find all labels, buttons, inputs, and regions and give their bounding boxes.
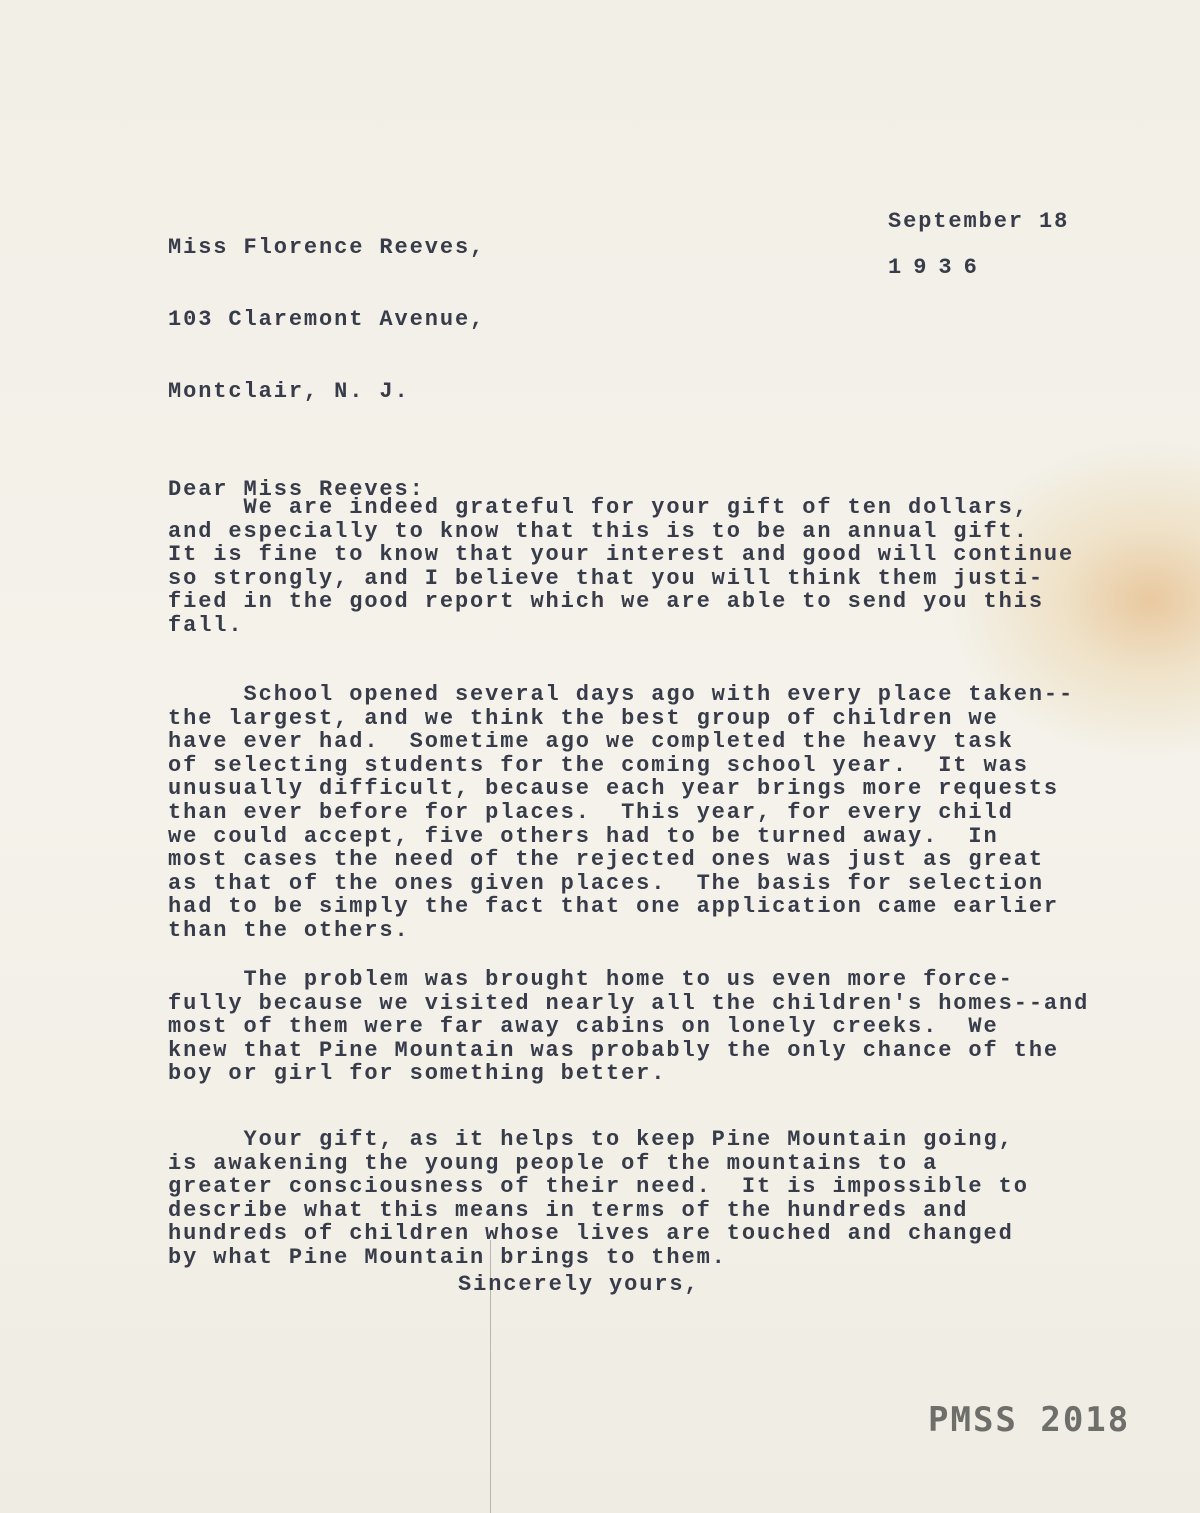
text-line: is awakening the young people of the mountains to a — [168, 1150, 939, 1176]
text-line: hundreds of children whose lives are touched and changed — [168, 1221, 1014, 1247]
archive-stamp: PMSS 2018 — [928, 1400, 1131, 1440]
text-line: by what Pine Mountain brings to them. — [168, 1244, 727, 1270]
text-line: fully because we visited nearly all the children's homes--and — [168, 990, 1090, 1016]
address-line: Miss Florence Reeves, — [168, 235, 486, 260]
text-line: describe what this means in terms of the hundreds and — [168, 1197, 969, 1223]
paragraph-4 — [168, 1128, 1029, 1270]
text-line: of selecting students for the coming school year. It was — [168, 752, 1029, 778]
text-line: unusually difficult, because each year brings more requests — [168, 776, 1060, 802]
text-line: knew that Pine Mountain was probably the only chance of the — [168, 1037, 1060, 1063]
text-line: so strongly, and I believe that you will think them justi- — [168, 565, 1044, 591]
text-line: most of them were far away cabins on lonely creeks. We — [168, 1014, 999, 1040]
text-line: Your gift, as it helps to keep Pine Mountain going, — [168, 1127, 1014, 1152]
text-line: We are indeed grateful for your gift of ten dollars, — [168, 495, 1029, 520]
text-line: than the others. — [168, 917, 410, 943]
letter-date: September 18 — [888, 209, 1070, 234]
text-line: School opened several days ago with every place taken-- — [168, 682, 1075, 707]
text-line: and especially to know that this is to be an annual gift. — [168, 518, 1029, 544]
address-line: 103 Claremont Avenue, — [168, 307, 486, 332]
text-line: as that of the ones given places. The basis for selection — [168, 870, 1044, 896]
text-line: had to be simply the fact that one application came earlier — [168, 894, 1060, 920]
salutation: Dear Miss Reeves: — [168, 477, 425, 502]
text-line: than ever before for places. This year, for every child — [168, 799, 1014, 825]
paragraph-1 — [168, 496, 1074, 638]
paragraph-3 — [168, 968, 1089, 1086]
letter-year: 1936 — [888, 255, 989, 280]
paragraph-2 — [168, 683, 1074, 943]
text-line: fied in the good report which we are able to send you this — [168, 589, 1044, 615]
text-line: we could accept, five others had to be turned away. In — [168, 823, 999, 849]
text-line: the largest, and we think the best group of children we — [168, 705, 999, 731]
text-line: boy or girl for something better. — [168, 1061, 667, 1087]
closing: Sincerely yours, — [458, 1272, 700, 1297]
text-line: fall. — [168, 612, 244, 638]
text-line: The problem was brought home to us even more force- — [168, 967, 1014, 992]
text-line: have ever had. Sometime ago we completed the heavy task — [168, 729, 1014, 755]
text-line: greater consciousness of their need. It is impossible to — [168, 1174, 1029, 1200]
text-line: most cases the need of the rejected ones was just as great — [168, 847, 1044, 873]
address-line: Montclair, N. J. — [168, 379, 410, 404]
text-line: It is fine to know that your interest and good will continue — [168, 542, 1075, 568]
recipient-address — [168, 188, 485, 428]
